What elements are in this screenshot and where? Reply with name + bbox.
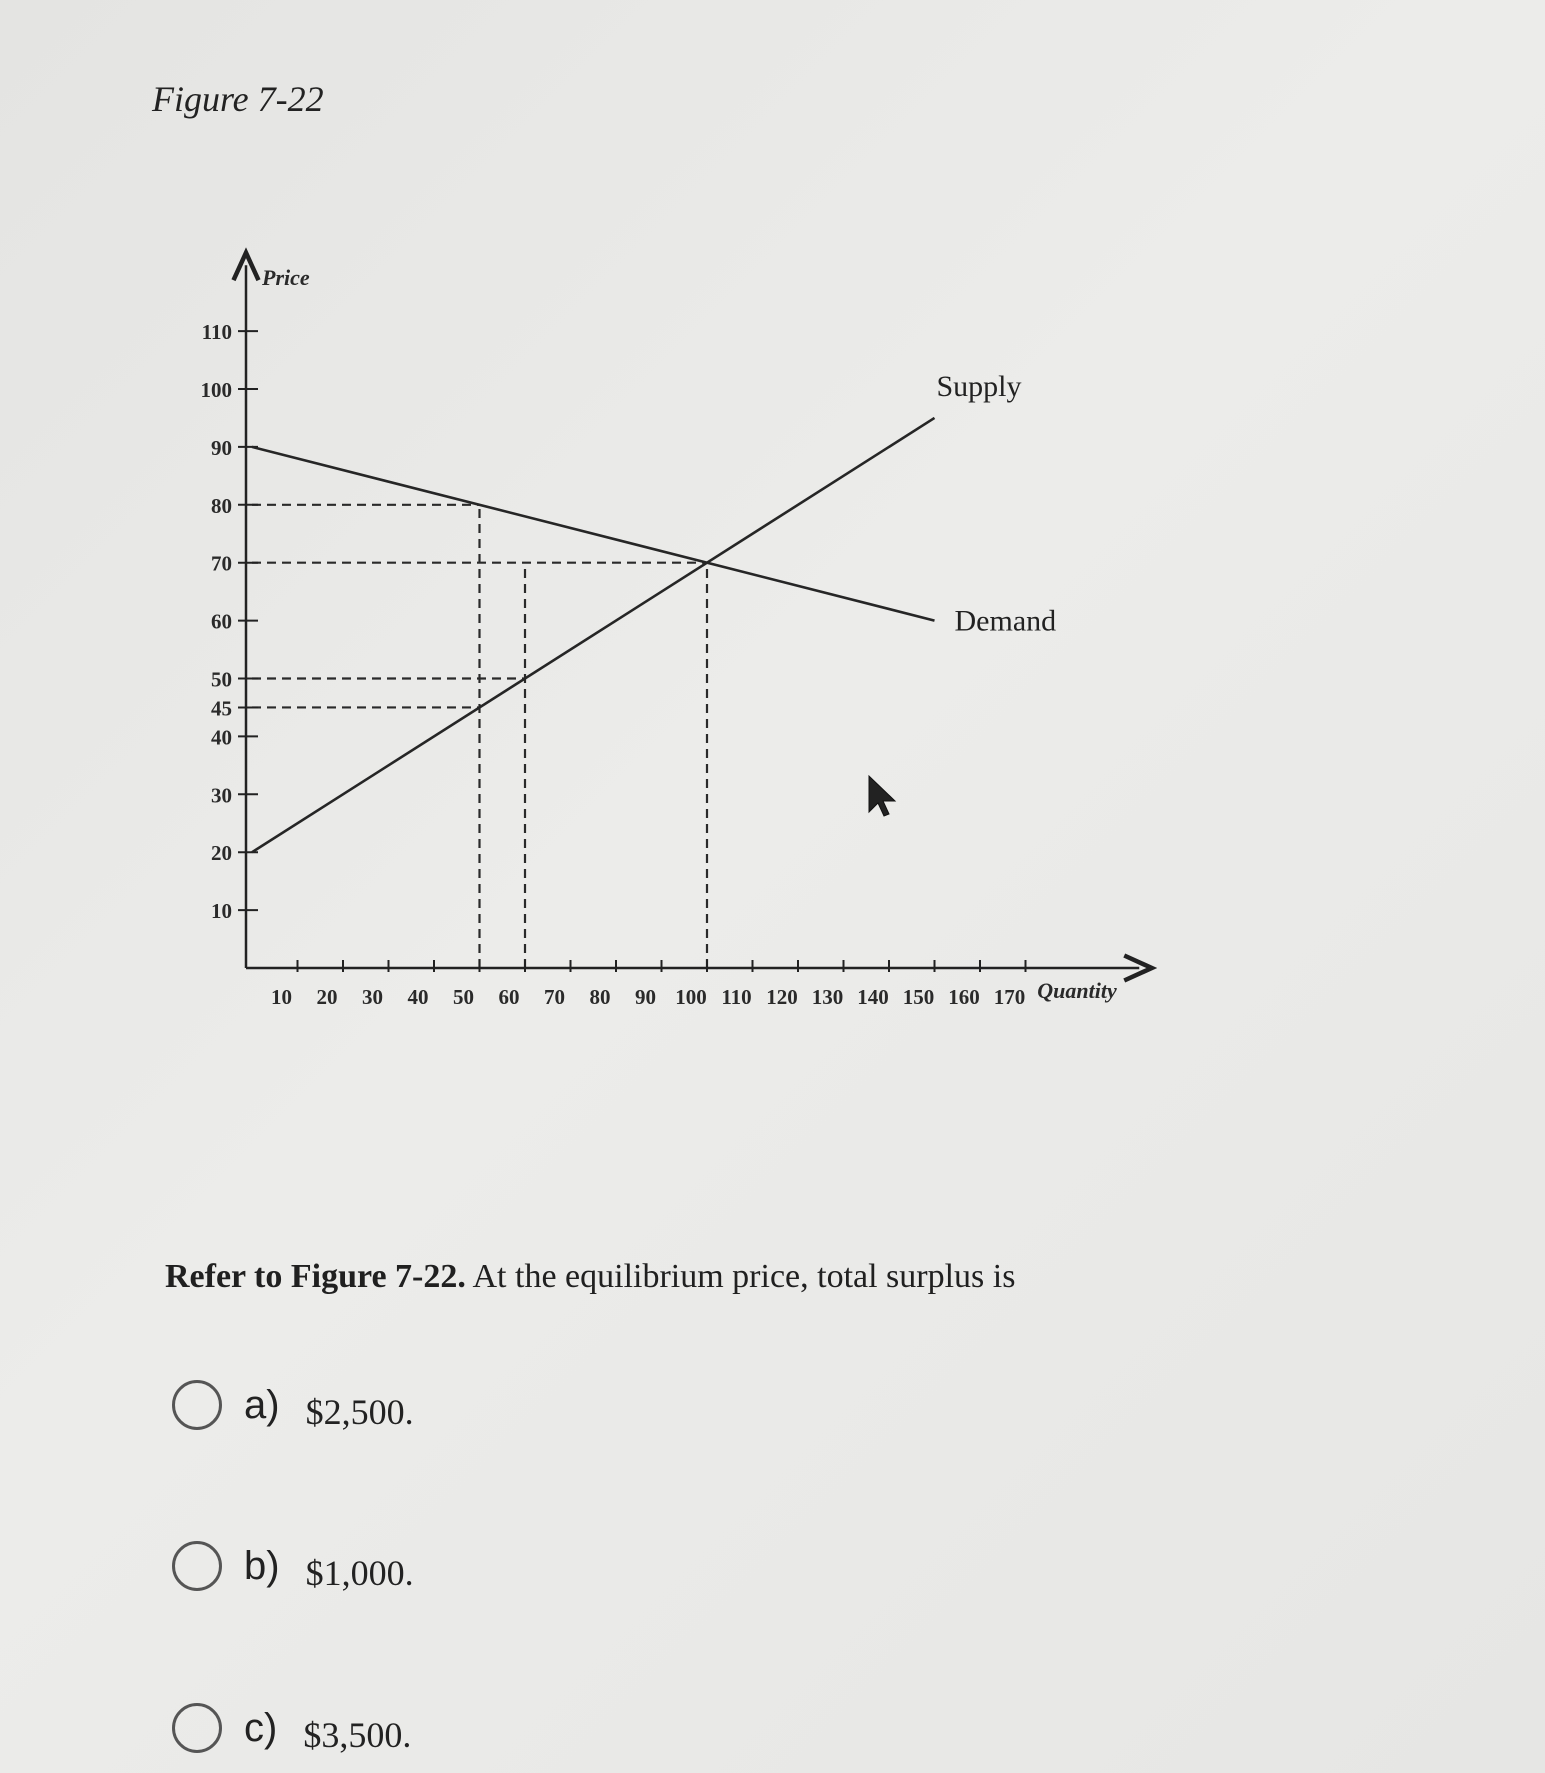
x-tick-label: 170 <box>993 985 1026 1009</box>
x-tick-label: 80 <box>589 985 611 1009</box>
x-tick-label: 20 <box>316 985 338 1009</box>
option-b-letter: b) <box>244 1543 280 1588</box>
y-tick-label: 40 <box>211 725 232 750</box>
option-c-letter: c) <box>244 1705 278 1750</box>
y-tick-label: 50 <box>211 667 232 692</box>
y-tick-label: 80 <box>211 493 232 518</box>
x-tick-label: 10 <box>271 985 292 1009</box>
x-tick-label: 30 <box>362 985 383 1009</box>
x-tick-label: 130 <box>811 985 844 1009</box>
reference-lines <box>252 505 707 968</box>
y-tick-label: 90 <box>211 435 232 460</box>
y-tick-label: 70 <box>211 551 232 576</box>
y-tick-label: 60 <box>211 609 232 634</box>
curves <box>252 418 935 852</box>
supply-label: Supply <box>936 369 1022 403</box>
radio-c[interactable] <box>172 1703 222 1753</box>
question-body: At the equilibrium price, total surplus is <box>465 1258 1016 1295</box>
x-axis-title: Quantity <box>1037 978 1117 1003</box>
option-a-letter: a) <box>244 1382 280 1427</box>
question-text <box>165 1258 1015 1296</box>
mouse-cursor-icon <box>869 776 895 816</box>
option-b-text: $1,000. <box>305 1553 414 1593</box>
x-tick-label: 150 <box>902 985 935 1009</box>
question-lead: Refer to Figure 7-22. <box>165 1258 466 1295</box>
option-a-text: $2,500. <box>305 1392 414 1432</box>
demand-curve <box>252 447 935 621</box>
option-c-text: $3,500. <box>303 1715 412 1755</box>
radio-a[interactable] <box>172 1380 222 1430</box>
y-tick-label: 110 <box>201 320 232 345</box>
x-tick-label: 100 <box>675 985 707 1009</box>
option-c[interactable] <box>172 1700 411 1756</box>
x-tick-label: 90 <box>635 985 656 1009</box>
x-tick-label: 110 <box>721 985 752 1009</box>
y-tick-label: 20 <box>211 841 232 866</box>
y-tick-label: 10 <box>211 899 232 924</box>
y-axis-title: Price <box>262 265 310 291</box>
x-tick-label: 160 <box>948 985 980 1009</box>
y-tick-label: 30 <box>211 783 232 808</box>
option-b[interactable] <box>172 1538 414 1594</box>
option-a[interactable] <box>172 1377 414 1433</box>
y-tick-label: 45 <box>211 696 232 721</box>
demand-label: Demand <box>954 604 1057 638</box>
x-tick-label: 60 <box>498 985 520 1009</box>
x-tick-label: 120 <box>766 985 798 1009</box>
radio-b[interactable] <box>172 1541 222 1591</box>
x-tick-label: 50 <box>453 985 474 1009</box>
ticks <box>201 320 1026 1009</box>
x-tick-label: 140 <box>857 985 889 1009</box>
x-tick-label: 40 <box>407 985 429 1009</box>
figure-title: Figure 7-22 <box>152 79 324 119</box>
supply-curve <box>252 418 935 852</box>
y-tick-label: 100 <box>200 378 232 402</box>
x-tick-label: 70 <box>544 985 565 1009</box>
